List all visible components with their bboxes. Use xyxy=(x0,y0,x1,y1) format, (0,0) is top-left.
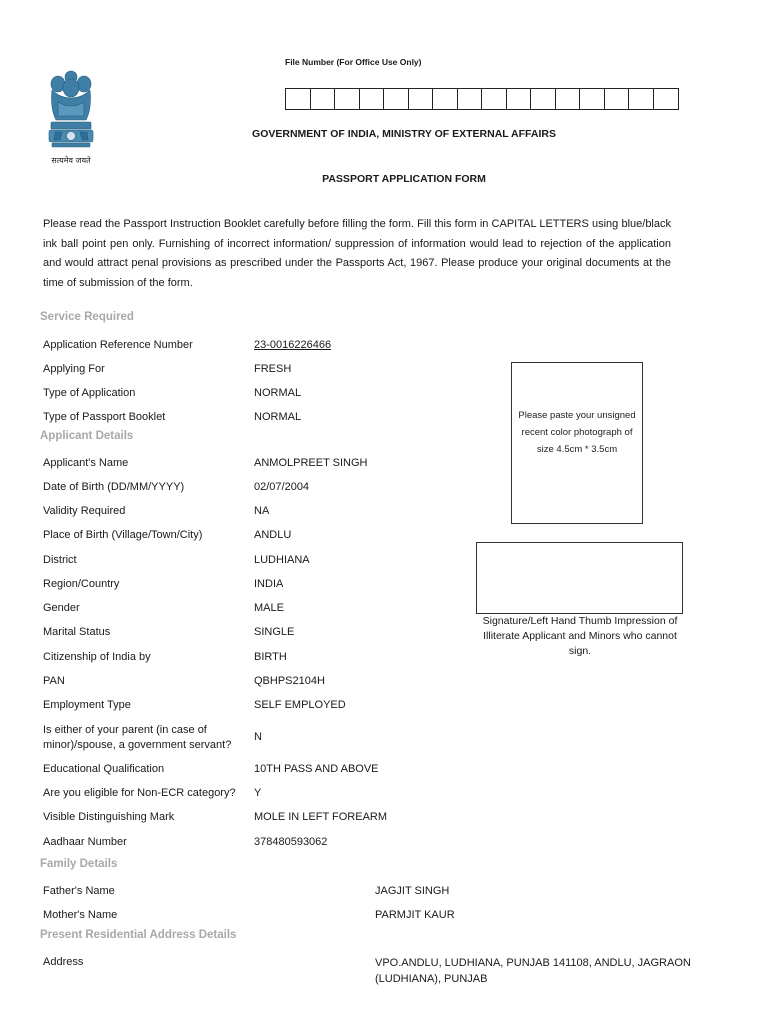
field-value: NA xyxy=(254,505,270,517)
field-value: Y xyxy=(254,787,262,799)
field-label: PAN xyxy=(43,675,65,687)
field-label: Applicant's Name xyxy=(43,457,129,469)
field-value: QBHPS2104H xyxy=(254,675,325,687)
field-label: Region/Country xyxy=(43,578,120,590)
field-label: Date of Birth (DD/MM/YYYY) xyxy=(43,481,185,493)
ashoka-emblem-logo xyxy=(42,68,100,170)
field-label: Applying For xyxy=(43,363,105,375)
field-value: BIRTH xyxy=(254,651,287,663)
field-label: Address xyxy=(43,956,84,968)
field-label: Type of Application xyxy=(43,387,136,399)
field-value: ANMOLPREET SINGH xyxy=(254,457,368,469)
field-value: LUDHIANA xyxy=(254,554,310,566)
field-label: Type of Passport Booklet xyxy=(43,411,166,423)
field-value: 02/07/2004 xyxy=(254,481,310,493)
field-label: Marital Status xyxy=(43,626,111,638)
field-label: Application Reference Number xyxy=(43,339,193,351)
field-label: Citizenship of India by xyxy=(43,651,151,663)
aadhaar-number: 378480593062 xyxy=(254,836,328,848)
field-label: Validity Required xyxy=(43,505,126,517)
field-label: Place of Birth (Village/Town/City) xyxy=(43,529,203,541)
government-title: GOVERNMENT OF INDIA, MINISTRY OF EXTERNAL AFFAIRS xyxy=(252,128,556,140)
form-title: PASSPORT APPLICATION FORM xyxy=(322,173,486,185)
field-value: 10TH PASS AND ABOVE xyxy=(254,763,379,775)
field-value: SINGLE xyxy=(254,626,295,638)
field-label: Is either of your parent (in case of minor)/spouse, a government servant? xyxy=(43,724,232,751)
photo-instruction: Please paste your unsigned recent color photograph of size 4.5cm * 3.5cm xyxy=(518,410,636,455)
field-label: Employment Type xyxy=(43,699,131,711)
field-value: MOLE IN LEFT FOREARM xyxy=(254,811,388,823)
signature-caption: Signature/Left Hand Thumb Impression of Illiterate Applicant and Minors who cannot sign. xyxy=(482,615,678,657)
field-label: Are you eligible for Non-ECR category? xyxy=(43,787,236,799)
field-value: INDIA xyxy=(254,578,284,590)
field-value: PARMJIT KAUR xyxy=(375,909,455,921)
field-value: N xyxy=(254,731,262,743)
field-value: ANDLU xyxy=(254,529,292,541)
instructions-paragraph: Please read the Passport Instruction Booklet carefully before filling the form. Fill this form in CAPITAL LETTERS using blue/black ink ball point pen only. Furnishing of incorrect information/ suppression of information would lead to rejection of the application and would attract penal provisions as prescribed under the Passports Act, 1967. Please produce your original documents at the time of submission of the form. xyxy=(43,218,671,289)
field-label: Visible Distinguishing Mark xyxy=(43,811,175,823)
file-number-boxes[interactable] xyxy=(285,88,679,110)
emblem-motto: सत्यमेव जयते xyxy=(51,156,91,165)
field-value: MALE xyxy=(254,602,284,614)
section-family-details: Family Details xyxy=(40,858,118,870)
field-label: Educational Qualification xyxy=(43,763,165,775)
field-value: FRESH xyxy=(254,363,292,375)
field-value: NORMAL xyxy=(254,411,302,423)
field-label: District xyxy=(43,554,77,566)
field-value: NORMAL xyxy=(254,387,302,399)
field-label: Mother's Name xyxy=(43,909,118,921)
field-label: Aadhaar Number xyxy=(43,836,127,848)
address-value: VPO.ANDLU, LUDHIANA, PUNJAB 141108, ANDLU, JAGRAON (LUDHIANA), PUNJAB xyxy=(375,957,691,985)
field-value: SELF EMPLOYED xyxy=(254,699,346,711)
file-number-label: File Number (For Office Use Only) xyxy=(285,57,422,67)
section-applicant-details: Applicant Details xyxy=(40,430,134,442)
field-label: Father's Name xyxy=(43,885,115,897)
section-address-details: Present Residential Address Details xyxy=(40,929,237,941)
application-reference-number: 23-0016226466 xyxy=(254,339,332,351)
photo-box[interactable] xyxy=(511,362,643,524)
signature-box[interactable] xyxy=(476,542,683,614)
field-label: Gender xyxy=(43,602,80,614)
field-value: JAGJIT SINGH xyxy=(375,885,450,897)
section-service-required: Service Required xyxy=(40,311,134,323)
